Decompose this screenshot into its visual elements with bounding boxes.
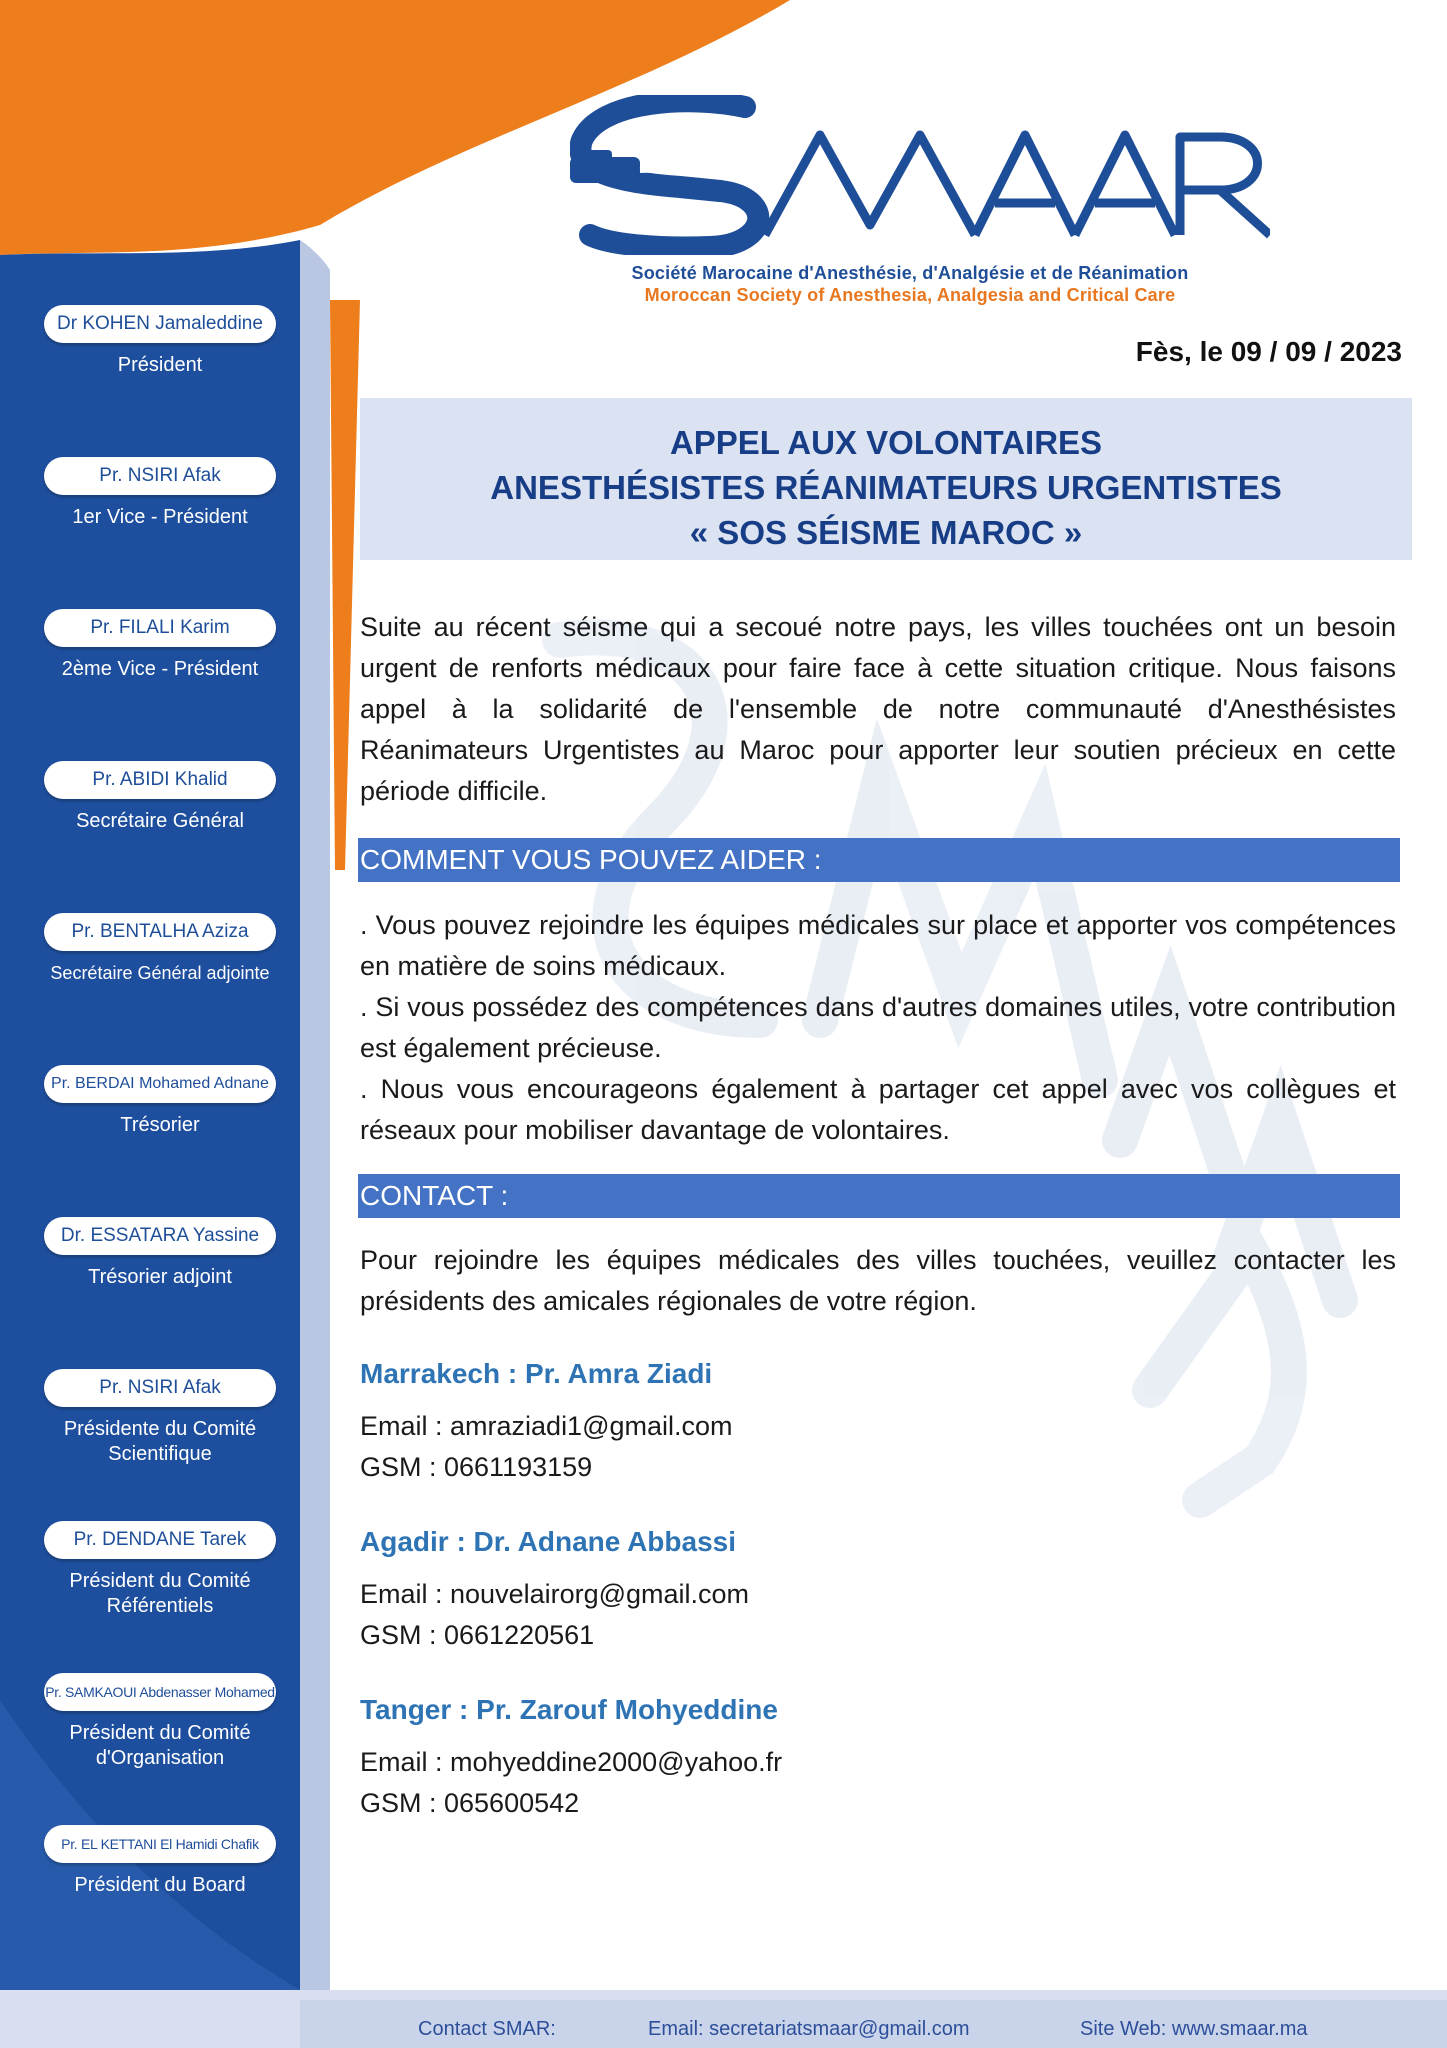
member-name: Dr. ESSATARA Yassine: [44, 1217, 276, 1255]
contact-city: Agadir : Dr. Adnane Abbassi: [360, 1526, 736, 1557]
page-footer: [0, 2010, 1447, 2048]
contact-agadir: [360, 1524, 1360, 1656]
contact-gsm: GSM : 0661220561: [360, 1620, 595, 1650]
contact-city: Tanger : Pr. Zarouf Mohyeddine: [360, 1694, 778, 1725]
board-member: [40, 1217, 280, 1290]
member-name: Pr. DENDANE Tarek: [44, 1521, 276, 1559]
contact-intro: Pour rejoindre les équipes médicales des villes touchées, veuillez contacter les présidents des amicales régionales de votre région.: [360, 1245, 1396, 1316]
member-role: Président du Comité d'Organisation: [69, 1722, 251, 1769]
board-member: [40, 1673, 280, 1771]
board-member: [40, 761, 280, 834]
member-role: Trésorier adjoint: [88, 1266, 232, 1288]
member-role: 1er Vice - Président: [72, 506, 248, 528]
member-role: Secrétaire Général: [76, 810, 244, 832]
board-member: [40, 457, 280, 530]
member-role: Président du Board: [74, 1874, 246, 1896]
member-role: Trésorier: [120, 1114, 200, 1136]
contact-email[interactable]: Email : nouvelairorg@gmail.com: [360, 1579, 750, 1609]
member-role: Présidente du Comité Scientifique: [63, 1418, 257, 1465]
letter-date: Fès, le 09 / 09 / 2023: [1135, 336, 1402, 367]
member-role: 2ème Vice - Président: [61, 658, 259, 680]
member-name: Pr. ABIDI Khalid: [44, 761, 276, 799]
board-member: [40, 1825, 280, 1898]
board-member: [40, 1065, 280, 1138]
contact-email[interactable]: Email : amraziadi1@gmail.com: [360, 1411, 733, 1441]
help-item: . Nous vous encourageons également à partager cet appel avec vos collègues et réseaux pour mobiliser davantage de volontaires.: [360, 1074, 1396, 1145]
board-member: [40, 1369, 280, 1467]
board-member: [40, 913, 280, 986]
logo-subtitle-en: Moroccan Society of Anesthesia, Analgesia and Critical Care: [644, 285, 1176, 305]
contact-section-heading: CONTACT :: [358, 1174, 1400, 1218]
board-member: [40, 1521, 280, 1619]
contact-email[interactable]: Email : mohyeddine2000@yahoo.fr: [360, 1747, 783, 1777]
orange-side-accent: [330, 300, 360, 870]
member-role: Président: [117, 354, 203, 376]
title-line-2: ANESTHÉSISTES RÉANIMATEURS URGENTISTES: [490, 469, 1282, 506]
help-item: . Si vous possédez des compétences dans d'autres domaines utiles, votre contribution est également précieuse.: [360, 992, 1396, 1063]
light-sidebar-band: [300, 240, 330, 1990]
member-role: Président du Comité Référentiels: [69, 1570, 251, 1617]
member-name: Pr. SAMKAOUI Abdenasser Mohamed: [44, 1673, 276, 1711]
board-member: [40, 305, 280, 378]
member-name: Pr. NSIRI Afak: [44, 1369, 276, 1407]
member-name: Pr. BERDAI Mohamed Adnane: [44, 1065, 276, 1103]
contact-marrakech: [360, 1356, 1360, 1488]
member-name: Pr. NSIRI Afak: [44, 457, 276, 495]
contact-tanger: [360, 1692, 1360, 1824]
board-sidebar: [0, 0, 300, 2048]
footer-email[interactable]: Email: secretariatsmaar@gmail.com: [648, 2018, 970, 2040]
intro-paragraph: Suite au récent séisme qui a secoué notre pays, les villes touchées ont un besoin urgent de renforts médicaux pour faire face à cette situation critique. Nous faisons appel à la solidarité de l'ensemble de notre communauté d'Anesthésistes Réanimateurs Urgentistes au Maroc pour apporter leur soutien précieux en cette période difficile.: [360, 612, 1396, 806]
member-role: Secrétaire Général adjointe: [50, 963, 270, 983]
footer-contact-label: Contact SMAR:: [418, 2018, 556, 2040]
title-line-3: « SOS SÉISME MAROC »: [689, 514, 1083, 551]
contact-gsm: GSM : 065600542: [360, 1788, 580, 1818]
contact-city: Marrakech : Pr. Amra Ziadi: [360, 1358, 713, 1389]
smaar-logo-mark: [570, 95, 1270, 255]
member-name: Pr. FILALI Karim: [44, 609, 276, 647]
contact-gsm: GSM : 0661193159: [360, 1452, 593, 1482]
logo-subtitle-fr: Société Marocaine d'Anesthésie, d'Analgésie et de Réanimation: [631, 263, 1189, 283]
member-name: Dr KOHEN Jamaleddine: [44, 305, 276, 343]
board-member: [40, 609, 280, 682]
help-section-heading: COMMENT VOUS POUVEZ AIDER :: [358, 838, 1400, 882]
footer-site[interactable]: Site Web: www.smaar.ma: [1080, 2018, 1308, 2040]
title-line-1: APPEL AUX VOLONTAIRES: [669, 424, 1103, 461]
member-name: Pr. BENTALHA Aziza: [44, 913, 276, 951]
title-box: [360, 398, 1412, 560]
smaar-logo: [560, 95, 1280, 305]
help-item: . Vous pouvez rejoindre les équipes médicales sur place et apporter vos compétences en matière de soins médicaux.: [360, 910, 1396, 981]
member-name: Pr. EL KETTANI El Hamidi Chafik: [44, 1825, 276, 1863]
